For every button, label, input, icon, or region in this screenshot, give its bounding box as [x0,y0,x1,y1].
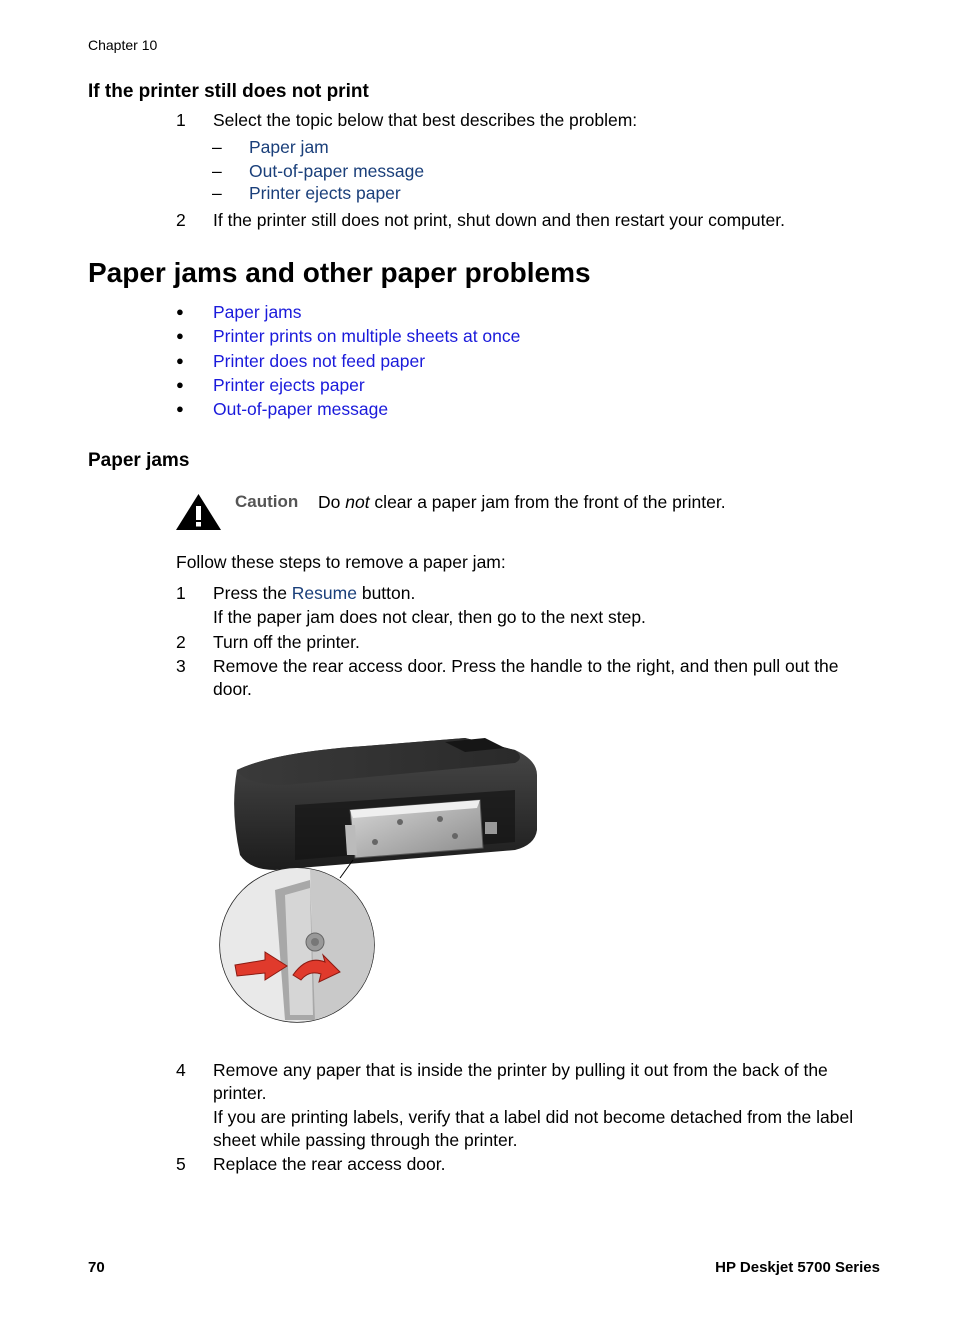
step-subtext: If you are printing labels, verify that a label did not become detached from the label [213,1107,854,1127]
caution-label: Caution [235,492,299,511]
link-does-not-feed[interactable]: Printer does not feed paper [213,351,426,371]
link-multiple-sheets[interactable]: Printer prints on multiple sheets at once [213,326,521,346]
step-number: 4 [176,1060,186,1080]
step-number: 5 [176,1154,186,1174]
step-text: door. [213,679,252,699]
bullet: ● [176,328,184,343]
dash-marker: – [212,161,222,181]
step-text: Remove the rear access door. Press the handle to the right, and then pull out the [213,656,839,676]
heading-paper-jams: Paper jams [88,450,190,471]
step-text: Replace the rear access door. [213,1154,446,1174]
running-header: Chapter 10 [88,37,158,53]
bullet: ● [176,377,184,392]
link-paper-jams[interactable]: Paper jams [213,302,302,322]
bullet: ● [176,304,184,319]
step-number: 1 [176,110,186,130]
section-title: Paper jams and other paper problems [88,257,591,288]
resume-button-label: Resume [291,583,357,603]
page-number: 70 [88,1259,105,1276]
step-number: 3 [176,656,186,676]
printer-rear-door-illustration [215,730,545,1025]
link-paper-jam[interactable]: Paper jam [249,137,329,157]
dash-marker: – [212,183,222,203]
procedure-intro: Follow these steps to remove a paper jam: [176,552,506,572]
dash-marker: – [212,137,222,157]
step-text: Turn off the printer. [213,632,360,652]
step-number: 1 [176,583,186,603]
link-out-of-paper-message[interactable]: Out-of-paper message [249,161,425,181]
caution-text: Do not clear a paper jam from the front of the printer. [318,492,726,512]
step-text: Select the topic below that best describes the problem: [213,110,638,130]
bullet: ● [176,401,184,416]
heading-still-not-print: If the printer still does not print [88,81,369,102]
step-subtext: sheet while passing through the printer. [213,1130,518,1150]
warning-icon [175,493,222,531]
link-out-of-paper[interactable]: Out-of-paper message [213,399,389,419]
step-subtext: If the paper jam does not clear, then go to the next step. [213,607,646,627]
step-number: 2 [176,632,186,652]
step-text: If the printer still does not print, shut down and then restart your computer. [213,210,785,230]
step-text: Press the Resume button. [213,583,416,603]
link-ejects-paper[interactable]: Printer ejects paper [213,375,365,395]
link-printer-ejects-paper[interactable]: Printer ejects paper [249,183,401,203]
bullet: ● [176,353,184,368]
step-number: 2 [176,210,186,230]
footer-product: HP Deskjet 5700 Series [715,1259,880,1276]
step-text: printer. [213,1083,267,1103]
step-text: Remove any paper that is inside the printer by pulling it out from the back of the [213,1060,828,1080]
